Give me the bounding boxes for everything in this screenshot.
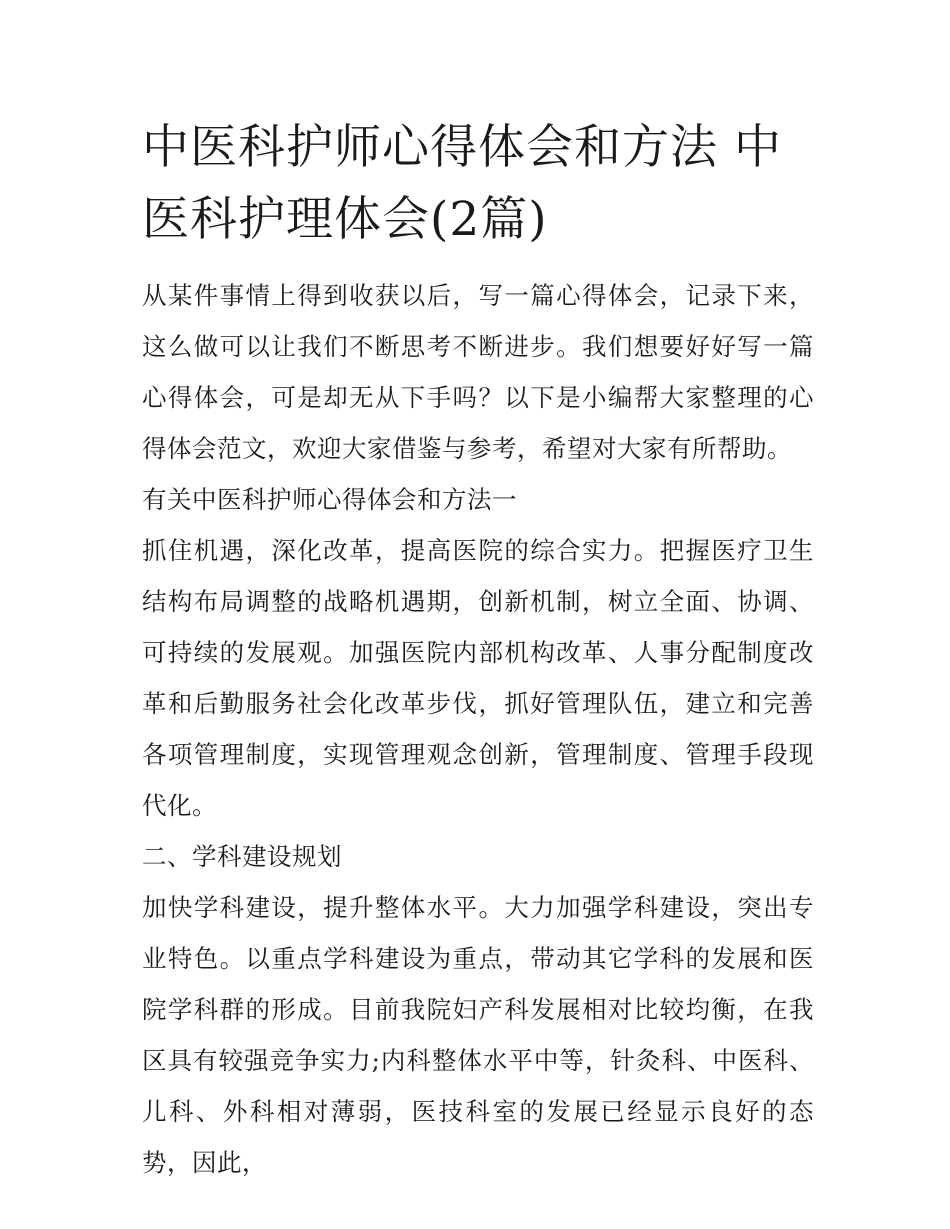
section-2-paragraph: 加快学科建设，提升整体水平。大力加强学科建设，突出专业特色。以重点学科建设为重点，带动其它学科的发展和医院学科群的形成。目前我院妇产科发展相对比较均衡，在我区具有较强竞争实力;内科整体水平中等，针灸科、中医科、儿科、外科相对薄弱，医技科室的发展已经显示良好的态势，因此， xyxy=(142,893,814,1177)
section-1-paragraph: 抓住机遇，深化改革，提高医院的综合实力。把握医疗卫生结构布局调整的战略机遇期，创新机制，树立全面、协调、可持续的发展观。加强医院内部机构改革、人事分配制度改革和后勤服务社会化改革步伐，抓好管理队伍，建立和完善各项管理制度，实现管理观念创新，管理制度、管理手段现代化。 xyxy=(142,536,814,820)
section-heading-2: 二、学科建设规划 xyxy=(142,842,342,871)
section-heading-1: 有关中医科护师心得体会和方法一 xyxy=(142,485,517,514)
document-title: 中医科护师心得体会和方法 中医科护理体会(2篇) xyxy=(142,120,782,247)
document-page xyxy=(142,112,814,1188)
intro-paragraph: 从某件事情上得到收获以后，写一篇心得体会，记录下来，这么做可以让我们不断思考不断进步。我们想要好好写一篇心得体会，可是却无从下手吗？以下是小编帮大家整理的心得体会范文，欢迎大家借鉴与参考，希望对大家有所帮助。 xyxy=(142,281,814,463)
document-body xyxy=(142,270,814,1188)
